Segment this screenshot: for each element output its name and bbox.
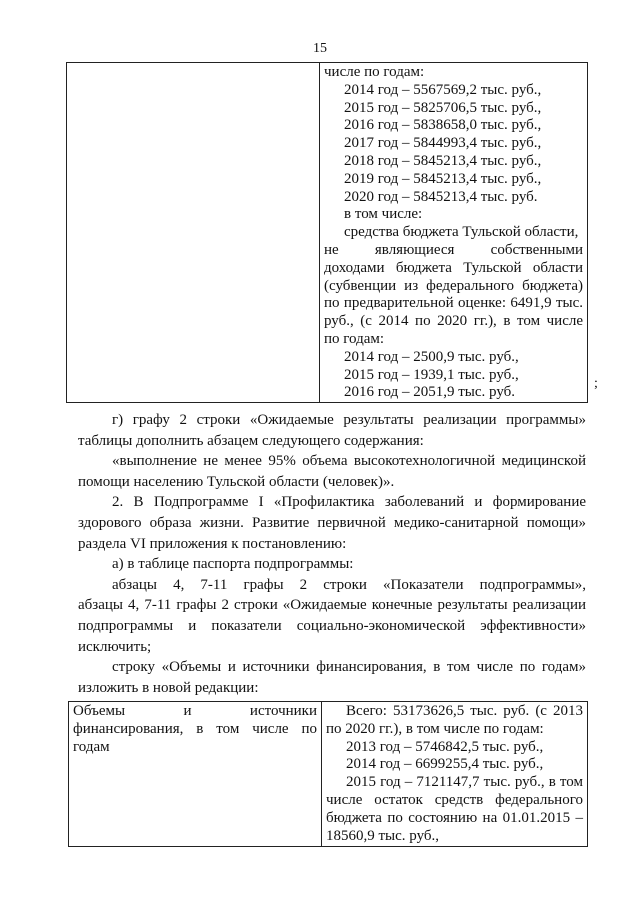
table2-left-cell xyxy=(69,702,322,847)
paragraph-line: 2. В Подпрограмме I «Профилактика заболеваний и формирование xyxy=(112,494,586,511)
table1-line: 2014 год – 5567569,2 тыс. руб., xyxy=(344,81,542,98)
table1-line: не являющиеся собственными xyxy=(324,241,583,258)
table1-line: в том числе: xyxy=(344,206,423,223)
table2-right-cell xyxy=(322,702,588,847)
table2-left-line: Объемы и источники xyxy=(73,703,317,719)
table2-right-line: 2013 год – 5746842,5 тыс. руб., xyxy=(346,738,544,755)
table1-left-cell xyxy=(67,63,320,403)
paragraph-line: помощи населению Тульской области (человек)». xyxy=(78,473,395,490)
paragraph-line: раздела VI приложения к постановлению: xyxy=(78,535,347,552)
paragraph-line: г) графу 2 строки «Ожидаемые результаты реализации программы» xyxy=(112,412,586,428)
financing-table-continued xyxy=(66,62,588,403)
trailing-semicolon: ; xyxy=(594,376,598,391)
table1-line: руб., (с 2014 по 2020 гг.), в том числе xyxy=(324,313,583,330)
table1-line: (субвенции из федерального бюджета) xyxy=(324,277,583,294)
page-number: 15 xyxy=(313,41,327,56)
table1-line: 2016 год – 2051,9 тыс. руб. xyxy=(344,384,516,401)
body-text xyxy=(78,410,586,698)
paragraph-line: а) в таблице паспорта подпрограммы: xyxy=(112,556,354,573)
table1-line: числе по годам: xyxy=(324,64,425,80)
table1-line: доходами бюджета Тульской области xyxy=(324,259,583,276)
table1-line: 2016 год – 5838658,0 тыс. руб., xyxy=(344,117,542,134)
table1-right-cell xyxy=(320,63,588,403)
paragraph-line: изложить в новой редакции: xyxy=(78,679,259,696)
paragraph-line: абзацы 4, 7-11 графы 2 строки «Ожидаемые конечные результаты реализации xyxy=(78,597,586,614)
table1-line: по годам: xyxy=(324,330,385,347)
paragraph-line: таблицы дополнить абзацем следующего содержания: xyxy=(78,432,424,449)
table1-line: 2017 год – 5844993,4 тыс. руб., xyxy=(344,135,542,152)
table2-right-line: числе остаток средств федерального xyxy=(326,791,583,808)
table2-right-line: Всего: 53173626,5 тыс. руб. (с 2013 xyxy=(346,703,583,719)
table2-right-line: по 2020 гг.), в том числе по годам: xyxy=(326,720,544,737)
paragraph-line: здорового образа жизни. Развитие первичной медико-санитарной помощи» xyxy=(78,514,586,531)
table1-line: 2018 год – 5845213,4 тыс. руб., xyxy=(344,152,542,169)
paragraph-line: исключить; xyxy=(78,638,152,655)
paragraph-line: строку «Объемы и источники финансирования, в том числе по годам» xyxy=(112,659,586,676)
table1-line: 2015 год – 1939,1 тыс. руб., xyxy=(344,366,519,383)
table1-line: 2015 год – 5825706,5 тыс. руб., xyxy=(344,99,542,116)
table2-right-line: бюджета по состоянию на 01.01.2015 – xyxy=(326,809,583,826)
table1-line: 2019 год – 5845213,4 тыс. руб., xyxy=(344,170,542,187)
table1-line: 2020 год – 5845213,4 тыс. руб. xyxy=(344,188,538,205)
paragraph-line: подпрограммы и показатели социально-экономической эффективности» xyxy=(78,617,586,634)
table2-right-line: 18560,9 тыс. руб., xyxy=(326,827,440,844)
table2-left-line: финансирования, в том числе по xyxy=(73,720,317,737)
table1-line: 2014 год – 2500,9 тыс. руб., xyxy=(344,348,519,365)
table2-right-line: 2015 год – 7121147,7 тыс. руб., в том xyxy=(346,774,583,791)
table1-line: по предварительной оценке: 6491,9 тыс. xyxy=(324,295,583,312)
table2-right-line: 2014 год – 6699255,4 тыс. руб., xyxy=(346,756,544,773)
paragraph-line: абзацы 4, 7-11 графы 2 строки «Показатели подпрограммы», xyxy=(112,576,586,593)
table2-left-line: годам xyxy=(73,738,110,755)
table1-line: средства бюджета Тульской области, xyxy=(344,224,579,241)
new-financing-table xyxy=(68,701,588,847)
paragraph-line: «выполнение не менее 95% объема высокотехнологичной медицинской xyxy=(112,453,586,470)
